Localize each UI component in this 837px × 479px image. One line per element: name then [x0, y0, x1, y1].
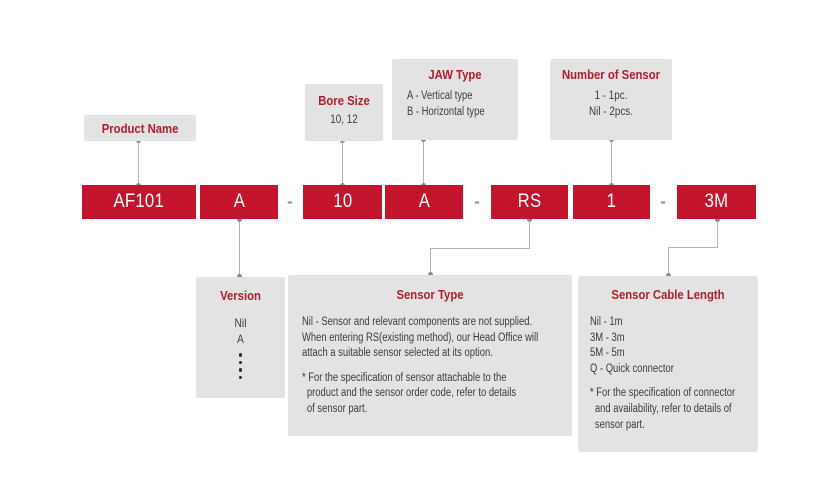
sensor-type-note-line: product and the sensor order code, refer to details [306, 387, 517, 400]
jaw-type-option: B - Horizontal type [407, 105, 485, 118]
sensor-type-title: Sensor Type [396, 287, 464, 302]
code-block-product [82, 185, 196, 219]
sensor-type-note-line: of sensor part. [306, 402, 368, 415]
connector-line-sensor-type-v1 [529, 219, 530, 248]
code-separator: - [287, 191, 293, 211]
code-block-sensor-type [491, 185, 568, 219]
sensor-type-description-line: attach a suitable sensor selected at its option. [302, 347, 493, 360]
sensor-type-description-line: Nil - Sensor and relevant components are not supplied. [302, 316, 533, 328]
sensor-cable-length-options [590, 315, 758, 377]
code-block-jaw [385, 185, 463, 219]
cable-length-option: Nil - 1m [590, 316, 623, 328]
sensor-type-description [302, 315, 572, 362]
cable-length-note-line: * For the specification of connector [590, 387, 736, 400]
version-option: Nil [234, 316, 247, 330]
code-separator: - [660, 191, 666, 211]
connector-line-cable-length-h [668, 247, 718, 248]
code-block-version [200, 185, 278, 219]
number-of-sensor-title: Number of Sensor [561, 67, 661, 82]
sensor-cable-length-note [590, 386, 758, 433]
version-options [196, 316, 285, 347]
connector-line-cable-length-v2 [668, 247, 669, 276]
cable-length-option: 5M - 5m [590, 347, 625, 360]
number-of-sensor-option: 1 - 1pc. [594, 90, 628, 102]
connector-line-sensor-type-v2 [430, 248, 431, 275]
sensor-type-note [302, 371, 572, 418]
code-block-cable-length [677, 185, 756, 219]
code-block-bore [303, 185, 382, 219]
code-block-version-text: A [233, 191, 245, 212]
sensor-cable-length-label-box [578, 276, 758, 452]
code-separator: - [474, 191, 480, 211]
code-block-sensor-type-text: RS [517, 191, 542, 212]
code-block-product-text: AF101 [113, 191, 165, 212]
code-block-sensor-count-text: 1 [606, 191, 617, 212]
version-option: A [237, 331, 244, 346]
connector-line-product-name [138, 141, 139, 185]
jaw-type-option: A - Vertical type [407, 90, 473, 102]
connector-line-number-of-sensor [611, 140, 612, 185]
code-block-sensor-count [573, 185, 650, 219]
bore-size-label-box [305, 84, 383, 141]
number-of-sensor-label-box [550, 59, 672, 140]
jaw-type-label-box [392, 59, 518, 140]
product-name-label-box [84, 115, 196, 141]
code-block-jaw-text: A [418, 191, 430, 212]
connector-line-version [239, 219, 240, 277]
version-label-box [196, 277, 285, 398]
bore-size-values: 10, 12 [330, 114, 358, 126]
number-of-sensor-options [550, 89, 672, 120]
cable-length-option: 3M - 3m [590, 331, 625, 344]
sensor-type-note-line: * For the specification of sensor attachable to the [302, 371, 507, 384]
sensor-type-label-box [288, 275, 572, 436]
jaw-type-options [392, 89, 518, 120]
sensor-cable-length-title: Sensor Cable Length [611, 287, 725, 302]
cable-length-note-line: sensor part. [594, 418, 645, 431]
code-block-bore-text: 10 [332, 191, 353, 212]
sensor-type-description-line: When entering RS(existing method), our Head Office will [302, 331, 539, 344]
connector-line-cable-length-v1 [717, 219, 718, 247]
number-of-sensor-option: Nil - 2pcs. [589, 105, 633, 118]
connector-line-jaw-type [423, 140, 424, 185]
bore-size-title: Bore Size [318, 93, 370, 108]
vertical-ellipsis-icon [196, 353, 285, 379]
jaw-type-title: JAW Type [428, 67, 482, 82]
cable-length-option: Q - Quick connector [590, 362, 674, 375]
product-name-title: Product Name [101, 120, 179, 136]
connector-line-sensor-type-h [430, 248, 530, 249]
connector-line-bore-size [342, 141, 343, 185]
code-block-cable-length-text: 3M [704, 191, 729, 212]
cable-length-note-line: and availability, refer to details of [594, 402, 732, 415]
version-title: Version [220, 288, 261, 303]
